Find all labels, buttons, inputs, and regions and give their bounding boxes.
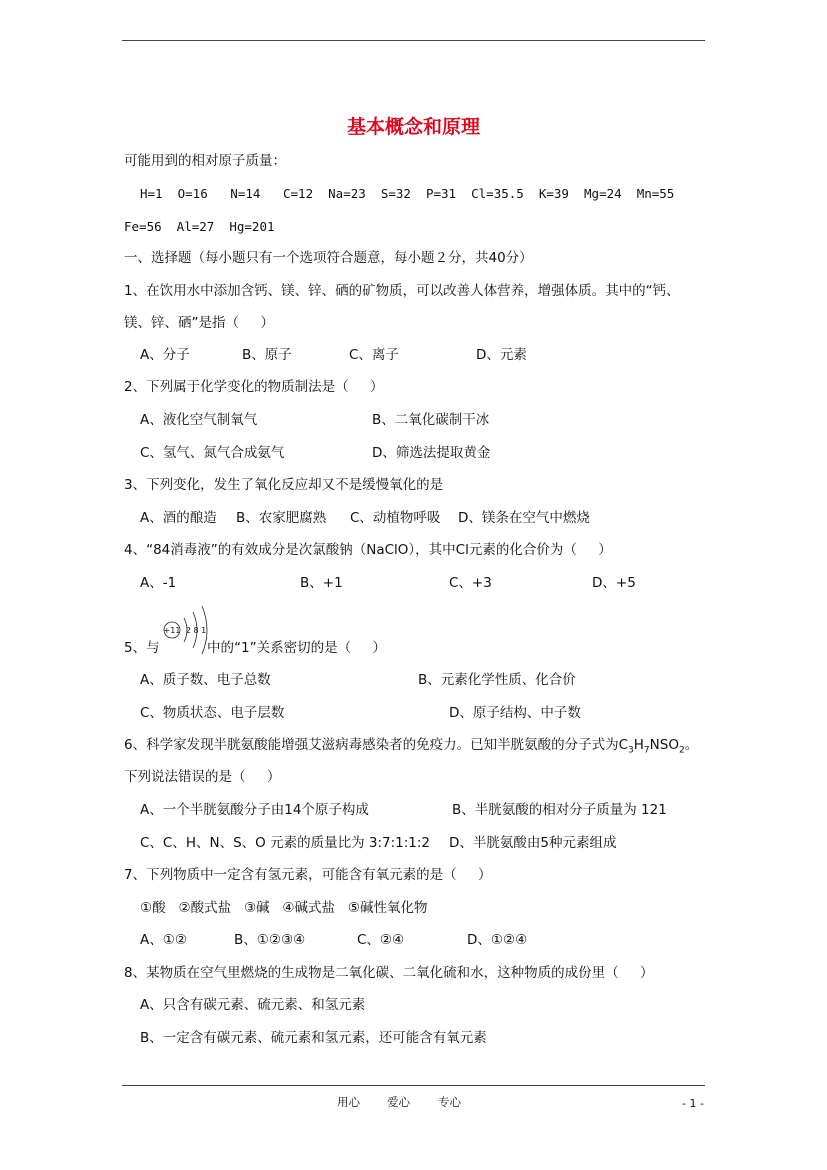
q3-option-c: C、动植物呼吸 <box>350 510 441 526</box>
q5-option-c: C、物质状态、电子层数 <box>140 705 285 721</box>
q7-items: ①酸 ②酸式盐 ③碱 ④碱式盐 ⑤碱性氧化物 <box>140 900 428 916</box>
header-rule <box>122 40 705 41</box>
q6-option-d: D、半胱氨酸由5种元素组成 <box>449 835 617 851</box>
q6-stem-line1: 6、科学家发现半胱氨酸能增强艾滋病毒感染者的免疫力。已知半胱氨酸的分子式为$C_3H_7NSO_2$。 <box>124 737 699 756</box>
q8-option-a: A、只含有碳元素、硫元素、和氢元素 <box>140 997 366 1013</box>
q3-option-d: D、镁条在空气中燃烧 <box>458 510 590 526</box>
q1-option-c: C、离子 <box>349 347 399 363</box>
electron-shell-labels: 2 8 1 <box>185 626 207 635</box>
q4-option-d: D、+5 <box>592 575 636 591</box>
q2-option-c: C、氢气、氮气合成氨气 <box>140 445 285 461</box>
q8-stem: 8、某物质在空气里燃烧的生成物是二氧化碳、二氧化硫和水，这种物质的成份里（ ） <box>124 965 654 981</box>
q4-option-a: A、-1 <box>140 575 177 591</box>
q3-option-a: A、酒的酿造 <box>140 510 217 526</box>
q7-stem: 7、下列物质中一定含有氢元素，可能含有氧元素的是（ ） <box>124 867 492 883</box>
page-number: - 1 - <box>682 1097 704 1110</box>
section-heading: 一、选择题（每小题只有一个选项符合题意，每小题２分，共40分） <box>124 250 533 266</box>
q1-stem-line2: 镁、锌、硒”是指（ ） <box>124 315 274 331</box>
q6-option-b: B、半胱氨酸的相对分子质量为 121 <box>452 802 667 818</box>
q3-stem: 3、下列变化，发生了氧化反应却又不是缓慢氧化的是 <box>124 477 444 493</box>
atomic-masses-line1: H=1 O=16 N=14 C=12 Na=23 S=32 P=31 Cl=35.5 K=39 Mg=24 Mn=55 <box>140 186 675 201</box>
q7-option-a: A、①② <box>140 932 187 948</box>
q1-option-b: B、原子 <box>242 347 292 363</box>
q6-option-c: C、C、H、N、S、O 元素的质量比为 3:7:1:1:2 <box>140 835 431 851</box>
intro-text: 可能用到的相对原子质量： <box>124 153 286 169</box>
q7-option-c: C、②④ <box>357 932 405 948</box>
footer-rule <box>122 1085 705 1086</box>
q1-stem-line1: 1、在饮用水中添加含钙、镁、锌、硒的矿物质，可以改善人体营养，增强体质。其中的“钙、 <box>124 283 680 299</box>
footer-text-3: 专心 <box>438 1095 461 1109</box>
q8-option-b: B、一定含有碳元素、硫元素和氢元素，还可能含有氧元素 <box>140 1030 487 1046</box>
nucleus-charge-label: +11 <box>163 626 181 635</box>
q5-option-b: B、元素化学性质、化合价 <box>418 672 576 688</box>
q2-stem: 2、下列属于化学变化的物质制法是（ ） <box>124 379 384 395</box>
q4-option-c: C、+3 <box>449 575 492 591</box>
q4-stem: 4、“84消毒液”的有效成分是次氯酸钠（NaClO），其中Cl元素的化合价为（ ） <box>124 542 612 558</box>
q6-option-a: A、一个半胱氨酸分子由14个原子构成 <box>140 802 369 818</box>
q6-stem-line2: 下列说法错误的是（ ） <box>124 769 281 785</box>
footer-text-1: 用心 <box>337 1095 360 1109</box>
q5-stem: 中的“1”关系密切的是（ ） <box>207 640 387 656</box>
q4-option-b: B、+1 <box>300 575 343 591</box>
q5-option-d: D、原子结构、中子数 <box>449 705 581 721</box>
q2-option-d: D、筛选法提取黄金 <box>372 445 491 461</box>
q5-stem-prefix: 5、与 <box>124 640 160 656</box>
q3-option-b: B、农家肥腐熟 <box>236 510 327 526</box>
q7-option-d: D、①②④ <box>467 932 528 948</box>
q2-option-b: B、二氧化碳制干冰 <box>372 412 490 428</box>
q1-option-a: A、分子 <box>140 347 190 363</box>
q7-option-b: B、①②③④ <box>234 932 306 948</box>
q1-option-d: D、元素 <box>476 347 527 363</box>
page-title: 基本概念和原理 <box>346 116 480 138</box>
q2-option-a: A、液化空气制氧气 <box>140 412 258 428</box>
atomic-masses-line2: Fe=56 Al=27 Hg=201 <box>124 219 275 234</box>
footer-text-2: 爱心 <box>387 1095 410 1109</box>
q5-option-a: A、质子数、电子总数 <box>140 672 271 688</box>
